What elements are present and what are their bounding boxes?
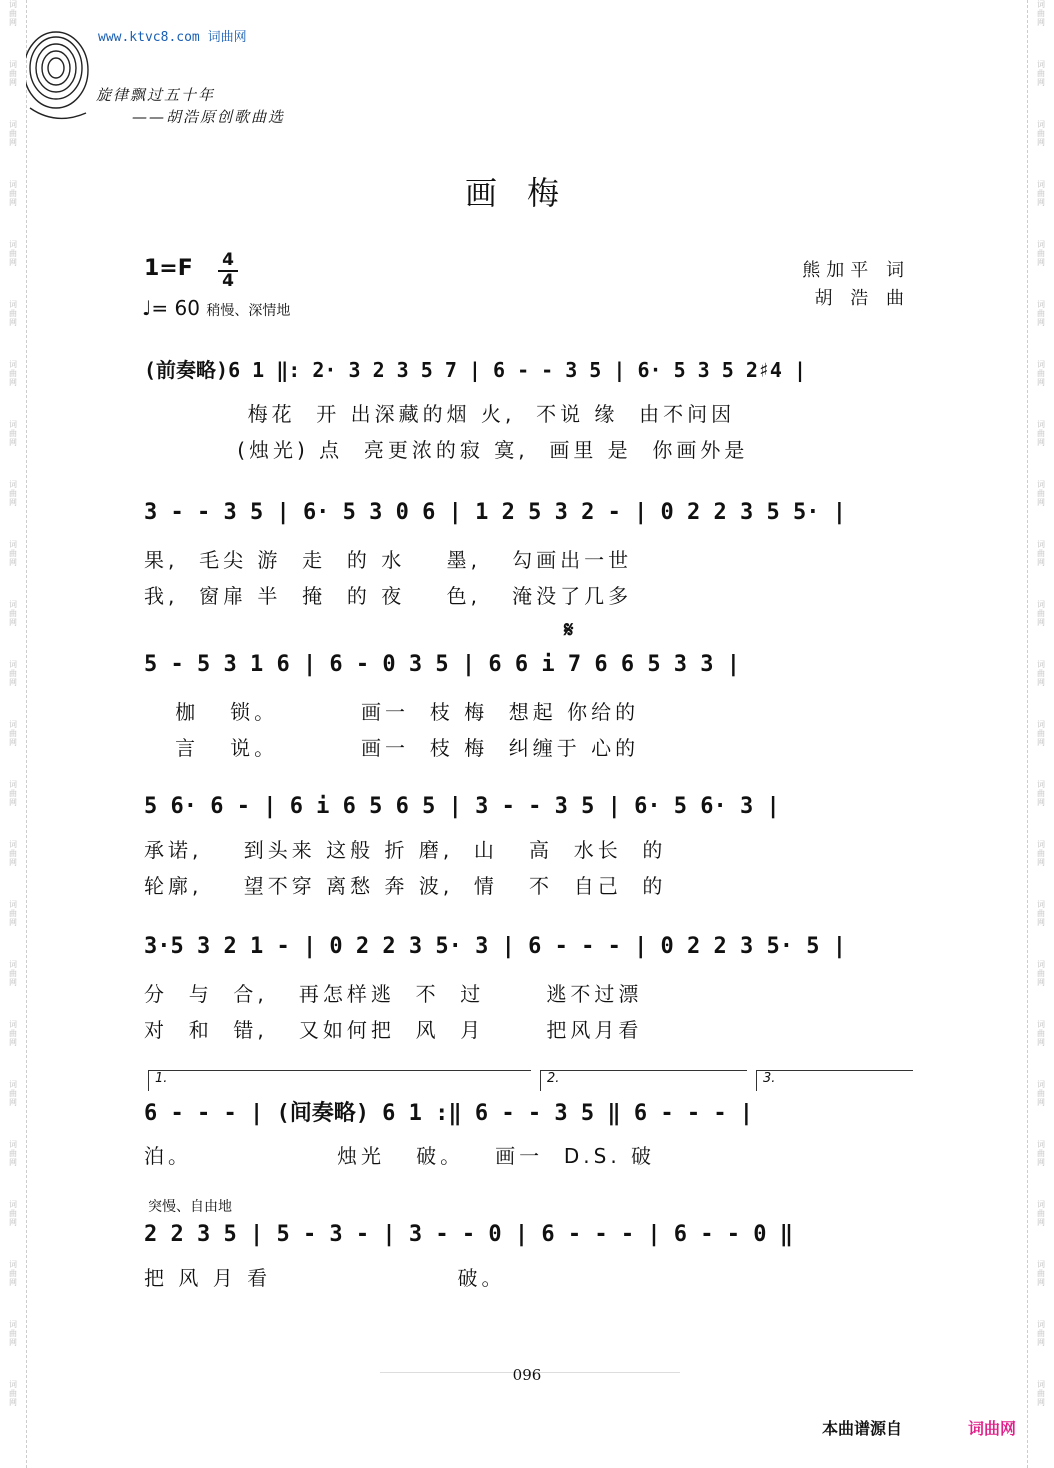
- left-watermark-strip: [0, 0, 27, 1468]
- series-subtitle: ——胡浩原创歌曲选: [132, 108, 286, 126]
- watermark-text: 词 曲 网: [1037, 0, 1045, 27]
- watermark-text: 词 曲 网: [1037, 240, 1045, 267]
- watermark-text: 词 曲 网: [9, 60, 17, 87]
- watermark-text: 词 曲 网: [1037, 540, 1045, 567]
- watermark-text: 词 曲 网: [9, 120, 17, 147]
- notes-line: 2 2 3 5 | 5 - 3 - | 3 - - 0 | 6 - - - | 6 - - 0 ‖: [144, 1222, 794, 1247]
- watermark-text: 词 曲 网: [1037, 840, 1045, 867]
- watermark-text: 词 曲 网: [9, 720, 17, 747]
- lyrics-verse-1: 分 与 合, 再怎样逃 不 过 逃不过漂: [144, 982, 643, 1006]
- notes-line: 5 - 5 3 1 6 | 6 - 0 3 5 | 6 6 i 7 6 6 5 3 3 |: [144, 652, 741, 677]
- watermark-text: 词 曲 网: [9, 840, 17, 867]
- series-title: 旋律飘过五十年: [96, 86, 216, 104]
- watermark-text: 词 曲 网: [9, 0, 17, 27]
- score-row-4: [144, 794, 914, 904]
- notes-line: 3 - - 3 5 | 6· 5 3 0 6 | 1 2 5 3 2 - | 0 2 2 3 5 5· |: [144, 500, 846, 525]
- watermark-text: 词 曲 网: [9, 900, 17, 927]
- right-watermark-strip: [1027, 0, 1054, 1468]
- watermark-text: 词 曲 网: [9, 1380, 17, 1407]
- footer-source-label: 本曲谱源自: [822, 1419, 903, 1438]
- watermark-text: 词 曲 网: [9, 480, 17, 507]
- composer-credit: 胡 浩 曲: [814, 288, 910, 309]
- lyrics-verse-2: 轮廓, 望不穿 离愁 奔 波, 情 不 自己 的: [144, 874, 667, 898]
- watermark-text: 词 曲 网: [1037, 1080, 1045, 1107]
- lyrics-verse-2: 我, 窗扉 半 掩 的 夜 色, 淹没了几多: [144, 584, 633, 608]
- watermark-text: 词 曲 网: [9, 660, 17, 687]
- score-row-7: [144, 1222, 914, 1302]
- watermark-text: 词 曲 网: [9, 360, 17, 387]
- lyrics-verse-1: 梅花 开 出深藏的烟 火, 不说 缘 由不问因: [144, 402, 736, 426]
- time-signature: [218, 252, 238, 290]
- watermark-text: 词 曲 网: [9, 1020, 17, 1047]
- segno-sign: 𝄋: [564, 618, 574, 643]
- lyrics-verse-2: (烛光) 点 亮更浓的寂 寞, 画里 是 你画外是: [144, 438, 749, 462]
- page-number: 096: [512, 1366, 542, 1384]
- lyrics-verse-2: 言 说。 画一 枝 梅 纠缠于 心的: [144, 736, 640, 760]
- watermark-text: 词 曲 网: [9, 1080, 17, 1107]
- watermark-text: 词 曲 网: [1037, 720, 1045, 747]
- watermark-text: 词 曲 网: [9, 180, 17, 207]
- fingerprint-logo: [26, 18, 106, 128]
- time-top: 4: [222, 250, 234, 270]
- notes-line: 3·5 3 2 1 - | 0 2 2 3 5· 3 | 6 - - - | 0 2 2 3 5· 5 |: [144, 934, 846, 959]
- tempo-marking: [142, 296, 290, 320]
- lyrics-verse-1: 泊。 烛光 破。 画一 D.S. 破: [144, 1144, 656, 1168]
- expression-hint: 突慢、自由地: [148, 1199, 232, 1215]
- watermark-text: 词 曲 网: [1037, 600, 1045, 627]
- lyrics-verse-2: 对 和 错, 又如何把 风 月 把风月看: [144, 1018, 643, 1042]
- watermark-text: 词 曲 网: [9, 540, 17, 567]
- watermark-text: 词 曲 网: [1037, 1020, 1045, 1047]
- lyrics-verse-1: 枷 锁。 画一 枝 梅 想起 你给的: [144, 700, 640, 724]
- watermark-text: 词 曲 网: [1037, 1260, 1045, 1287]
- lyrics-verse-1: 承诺, 到头来 这般 折 磨, 山 高 水长 的: [144, 838, 667, 862]
- score-row-5: [144, 934, 914, 1044]
- time-bottom: 4: [222, 271, 234, 291]
- watermark-text: 词 曲 网: [1037, 480, 1045, 507]
- watermark-text: 词 曲 网: [9, 1140, 17, 1167]
- watermark-text: 词 曲 网: [9, 600, 17, 627]
- watermark-text: 词 曲 网: [9, 1260, 17, 1287]
- watermark-text: 词 曲 网: [1037, 420, 1045, 447]
- watermark-text: 词 曲 网: [9, 420, 17, 447]
- lyricist-credit: 熊加平 词: [802, 260, 910, 281]
- notes-line: 6 - - - | (间奏略) 6 1 :‖ 6 - - 3 5 ‖ 6 - - - |: [144, 1101, 754, 1126]
- song-title: 画梅: [464, 174, 589, 212]
- lyrics-verse-1: 把 风 月 看 破。: [144, 1266, 506, 1290]
- key-signature: 1=F: [144, 256, 193, 281]
- watermark-text: 词 曲 网: [1037, 120, 1045, 147]
- watermark-text: 词 曲 网: [1037, 900, 1045, 927]
- watermark-text: 词 曲 网: [1037, 300, 1045, 327]
- watermark-text: 词 曲 网: [9, 1200, 17, 1227]
- watermark-text: 词 曲 网: [1037, 1140, 1045, 1167]
- watermark-text: 词 曲 网: [9, 960, 17, 987]
- footer-source-link[interactable]: 词曲网: [968, 1419, 1017, 1438]
- notes-line: (前奏略)6 1 ‖: 2· 3 2 3 5 7 | 6 - - 3 5 | 6· 5 3 5 2♯4 |: [144, 358, 807, 382]
- tempo-value: ♩= 60: [142, 296, 200, 320]
- watermark-text: 词 曲 网: [1037, 60, 1045, 87]
- watermark-text: 词 曲 网: [9, 300, 17, 327]
- ending-3-bracket: 3.: [756, 1070, 913, 1091]
- watermark-text: 词 曲 网: [9, 240, 17, 267]
- watermark-text: 词 曲 网: [1037, 1200, 1045, 1227]
- watermark-text: 词 曲 网: [1037, 1380, 1045, 1407]
- watermark-text: 词 曲 网: [1037, 360, 1045, 387]
- ending-1-bracket: 1.: [148, 1070, 531, 1091]
- watermark-text: 词 曲 网: [1037, 960, 1045, 987]
- score-row-2: [144, 500, 914, 610]
- lyrics-verse-1: 果, 毛尖 游 走 的 水 墨, 勾画出一世: [144, 548, 633, 572]
- watermark-text: 词 曲 网: [9, 1320, 17, 1347]
- watermark-text: 词 曲 网: [1037, 780, 1045, 807]
- expression-text: 稍慢、深情地: [206, 303, 291, 319]
- watermark-text: 词 曲 网: [9, 780, 17, 807]
- ending-2-bracket: 2.: [540, 1070, 747, 1091]
- watermark-text: 词 曲 网: [1037, 1320, 1045, 1347]
- score-row-1: [144, 354, 914, 464]
- watermark-text: 词 曲 网: [1037, 660, 1045, 687]
- site-url[interactable]: www.ktvc8.com 词曲网: [98, 30, 247, 45]
- notes-line: 5 6· 6 - | 6 i 6 5 6 5 | 3 - - 3 5 | 6· 5 6· 3 |: [144, 794, 780, 819]
- watermark-text: 词 曲 网: [1037, 180, 1045, 207]
- score-row-3: [144, 652, 914, 762]
- score-row-6: [144, 1096, 914, 1176]
